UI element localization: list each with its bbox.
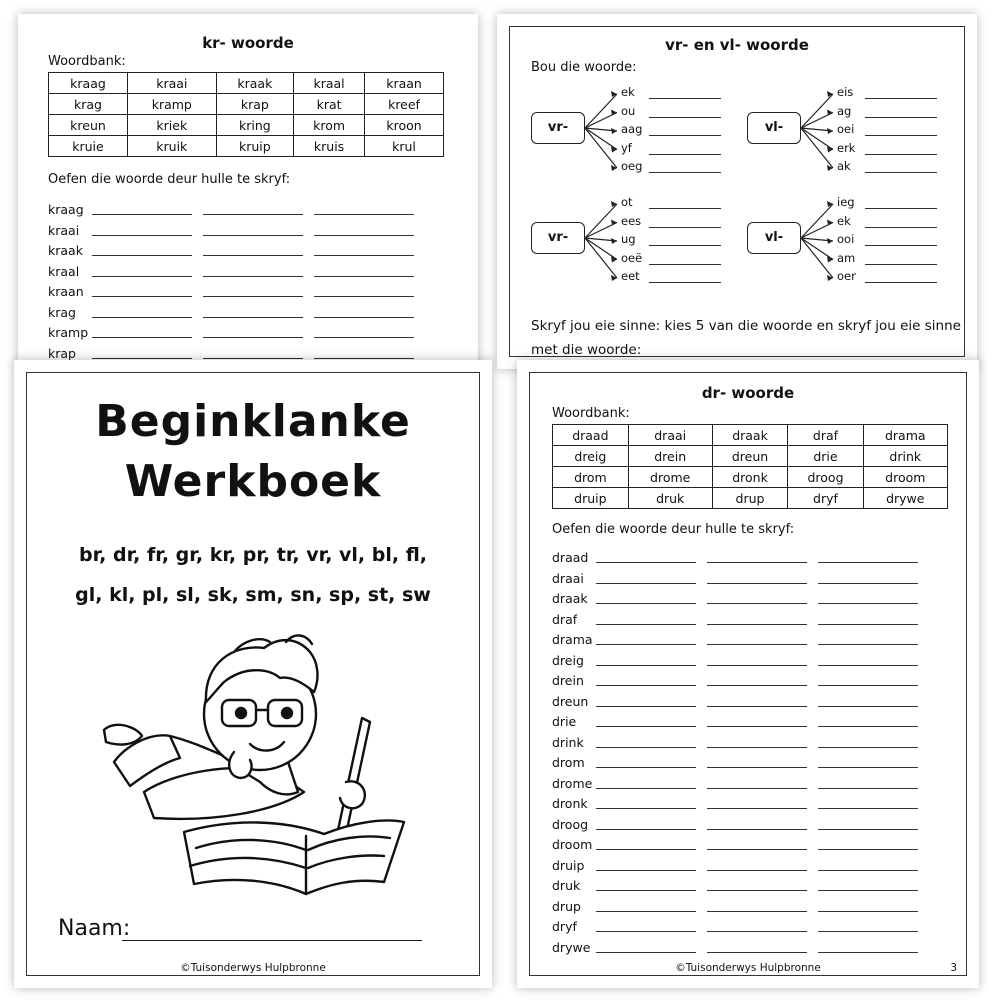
suffix-label: ou bbox=[621, 103, 636, 118]
word-bank-cell: droom bbox=[863, 467, 947, 488]
writing-line[interactable] bbox=[92, 317, 192, 318]
answer-line[interactable] bbox=[649, 98, 721, 99]
writing-line[interactable] bbox=[314, 214, 414, 215]
writing-line[interactable] bbox=[203, 214, 303, 215]
word-bank-table bbox=[48, 72, 444, 157]
writing-line[interactable] bbox=[707, 665, 807, 666]
writing-line[interactable] bbox=[818, 911, 918, 912]
word-bank-cell: drink bbox=[863, 446, 947, 467]
writing-line[interactable] bbox=[203, 235, 303, 236]
writing-line[interactable] bbox=[818, 849, 918, 850]
word-bank-cell: kruis bbox=[294, 136, 365, 157]
practice-row bbox=[552, 895, 932, 915]
practice-row bbox=[552, 874, 932, 894]
word-bank-cell: druip bbox=[553, 488, 629, 509]
writing-line[interactable] bbox=[596, 870, 696, 871]
writing-line[interactable] bbox=[92, 214, 192, 215]
writing-line[interactable] bbox=[203, 255, 303, 256]
suffix-label: ak bbox=[837, 159, 851, 173]
writing-line[interactable] bbox=[707, 788, 807, 789]
practice-word: drama bbox=[552, 632, 593, 647]
practice-row bbox=[552, 833, 932, 853]
cover-subtitle-line1: br, dr, fr, gr, kr, pr, tr, vr, vl, bl, fl, bbox=[78, 544, 428, 566]
practice-word: kraag bbox=[48, 202, 84, 217]
writing-line[interactable] bbox=[314, 276, 414, 277]
writing-line[interactable] bbox=[596, 603, 696, 604]
practice-word: kraai bbox=[48, 222, 80, 238]
writing-line[interactable] bbox=[92, 255, 192, 256]
writing-line[interactable] bbox=[707, 767, 807, 768]
arrow-head bbox=[611, 201, 617, 207]
writing-line[interactable] bbox=[818, 726, 918, 727]
dr-worksheet-page bbox=[517, 360, 979, 988]
writing-line[interactable] bbox=[818, 931, 918, 932]
writing-line[interactable] bbox=[596, 685, 696, 686]
suffix-label: ees bbox=[621, 213, 642, 228]
answer-line[interactable] bbox=[649, 135, 721, 136]
answer-line[interactable] bbox=[865, 135, 937, 136]
arrow-head bbox=[611, 238, 617, 244]
page-number: 3 bbox=[950, 962, 957, 974]
footer-credit: ©Tuisonderwys Hulpbronne bbox=[180, 962, 326, 974]
word-builder-diagram bbox=[747, 86, 947, 182]
kr-worksheet-page bbox=[18, 14, 478, 369]
practice-row bbox=[552, 936, 932, 956]
answer-line[interactable] bbox=[865, 172, 937, 173]
writing-line[interactable] bbox=[92, 358, 192, 359]
word-bank-cell: drywe bbox=[863, 488, 947, 509]
practice-row bbox=[552, 751, 932, 771]
practice-word: drup bbox=[552, 898, 581, 914]
footer-credit: ©Tuisonderwys Hulpbronne bbox=[675, 962, 821, 974]
writing-line[interactable] bbox=[596, 747, 696, 748]
answer-line[interactable] bbox=[865, 154, 937, 155]
arrow-head bbox=[827, 128, 833, 134]
writing-line[interactable] bbox=[314, 358, 414, 359]
word-bank-cell: drome bbox=[628, 467, 712, 488]
practice-word: droom bbox=[552, 837, 593, 852]
practice-lines bbox=[552, 546, 932, 956]
writing-line[interactable] bbox=[596, 562, 696, 563]
prefix-box: vl- bbox=[747, 222, 801, 254]
practice-word: kraal bbox=[48, 263, 80, 279]
practice-row bbox=[48, 321, 428, 341]
writing-line[interactable] bbox=[818, 706, 918, 707]
cover-title-line1: Beginklanke bbox=[95, 396, 411, 447]
answer-line[interactable] bbox=[865, 282, 937, 283]
answer-line[interactable] bbox=[649, 282, 721, 283]
writing-line[interactable] bbox=[596, 931, 696, 932]
word-bank-row bbox=[553, 488, 948, 509]
practice-row bbox=[552, 669, 932, 689]
suffix-label: yf bbox=[621, 140, 632, 155]
writing-line[interactable] bbox=[707, 603, 807, 604]
practice-word: druk bbox=[552, 878, 581, 893]
suffix-label: erk bbox=[837, 140, 856, 155]
practice-row bbox=[552, 608, 932, 628]
word-bank-cell: dreun bbox=[712, 446, 788, 467]
word-bank-cell: kraak bbox=[216, 73, 293, 94]
writing-line[interactable] bbox=[707, 952, 807, 953]
practice-word: drie bbox=[552, 714, 577, 729]
word-bank-cell: kreef bbox=[365, 94, 444, 115]
writing-line[interactable] bbox=[818, 890, 918, 891]
word-bank-cell: dronk bbox=[712, 467, 788, 488]
boy-reading-book-illustration bbox=[84, 622, 424, 902]
practice-row bbox=[48, 198, 428, 218]
practice-word: dreun bbox=[552, 693, 589, 709]
arrow-head bbox=[827, 91, 833, 97]
writing-line[interactable] bbox=[707, 706, 807, 707]
writing-line[interactable] bbox=[707, 849, 807, 850]
word-bank-row bbox=[49, 73, 444, 94]
vr-vl-worksheet-page bbox=[497, 14, 977, 369]
suffix-label: oei bbox=[837, 122, 855, 136]
word-bank-cell: droog bbox=[788, 467, 863, 488]
arrow-head bbox=[611, 165, 617, 171]
writing-line[interactable] bbox=[707, 583, 807, 584]
writing-line[interactable] bbox=[596, 890, 696, 891]
word-bank-cell: krag bbox=[49, 94, 128, 115]
suffix-label: ieg bbox=[837, 195, 855, 209]
writing-line[interactable] bbox=[596, 665, 696, 666]
writing-line[interactable] bbox=[818, 829, 918, 830]
writing-line[interactable] bbox=[707, 624, 807, 625]
practice-row bbox=[552, 628, 932, 648]
practice-lines bbox=[48, 198, 428, 368]
suffix-label: ek bbox=[837, 213, 851, 228]
practice-row bbox=[552, 567, 932, 587]
writing-line[interactable] bbox=[707, 890, 807, 891]
writing-line[interactable] bbox=[818, 603, 918, 604]
word-bank-cell: drie bbox=[788, 446, 863, 467]
writing-line[interactable] bbox=[707, 911, 807, 912]
practice-row bbox=[552, 792, 932, 812]
practice-row bbox=[552, 731, 932, 751]
word-bank-cell: draai bbox=[628, 425, 712, 446]
writing-line[interactable] bbox=[314, 317, 414, 318]
writing-line[interactable] bbox=[596, 624, 696, 625]
word-bank-row bbox=[49, 136, 444, 157]
writing-line[interactable] bbox=[596, 706, 696, 707]
suffix-label: oeë bbox=[621, 250, 643, 265]
practice-word: druip bbox=[552, 857, 585, 873]
practice-row bbox=[552, 649, 932, 669]
practice-word: kramp bbox=[48, 325, 89, 340]
suffix-label: oer bbox=[837, 269, 856, 283]
word-bank-cell: kramp bbox=[127, 94, 216, 115]
writing-line[interactable] bbox=[818, 788, 918, 789]
writing-line[interactable] bbox=[92, 235, 192, 236]
writing-line[interactable] bbox=[314, 255, 414, 256]
writing-line[interactable] bbox=[596, 808, 696, 809]
practice-row bbox=[552, 854, 932, 874]
writing-line[interactable] bbox=[818, 624, 918, 625]
word-bank-table bbox=[552, 424, 948, 509]
arrow-head bbox=[827, 238, 833, 244]
practice-word: drywe bbox=[552, 939, 591, 955]
answer-line[interactable] bbox=[649, 245, 721, 246]
writing-line[interactable] bbox=[596, 911, 696, 912]
practice-instruction: Oefen die woorde deur hulle te skryf: bbox=[552, 522, 795, 537]
arrow-head bbox=[611, 128, 617, 134]
answer-line[interactable] bbox=[865, 264, 937, 265]
practice-word: drein bbox=[552, 673, 584, 688]
writing-line[interactable] bbox=[596, 644, 696, 645]
practice-row bbox=[48, 280, 428, 300]
writing-line[interactable] bbox=[92, 337, 192, 338]
practice-word: dreig bbox=[552, 652, 584, 668]
practice-row bbox=[48, 219, 428, 239]
arrow-head bbox=[827, 165, 833, 171]
prefix-box: vr- bbox=[531, 222, 585, 254]
build-instruction: Bou die woorde: bbox=[531, 60, 637, 75]
practice-row bbox=[48, 260, 428, 280]
word-bank-row bbox=[49, 94, 444, 115]
woordbank-label: Woordbank: bbox=[48, 54, 126, 69]
practice-row bbox=[552, 813, 932, 833]
answer-line[interactable] bbox=[649, 264, 721, 265]
writing-line[interactable] bbox=[203, 317, 303, 318]
page-title: vr- en vl- woorde bbox=[665, 36, 809, 54]
arrow-head bbox=[827, 275, 833, 281]
cover-page bbox=[14, 360, 492, 988]
answer-line[interactable] bbox=[649, 117, 721, 118]
word-bank-cell: dreig bbox=[553, 446, 629, 467]
suffix-label: eis bbox=[837, 85, 854, 99]
writing-line[interactable] bbox=[203, 276, 303, 277]
writing-line[interactable] bbox=[596, 952, 696, 953]
practice-row bbox=[48, 342, 428, 362]
writing-line[interactable] bbox=[818, 562, 918, 563]
answer-line[interactable] bbox=[649, 227, 721, 228]
word-bank-cell: kruip bbox=[216, 136, 293, 157]
practice-word: drom bbox=[552, 755, 585, 770]
word-bank-cell: kruik bbox=[127, 136, 216, 157]
word-bank-cell: draf bbox=[788, 425, 863, 446]
practice-row bbox=[552, 772, 932, 792]
word-bank-row bbox=[553, 425, 948, 446]
name-write-line[interactable] bbox=[122, 940, 422, 941]
writing-line[interactable] bbox=[818, 747, 918, 748]
word-bank-cell: krat bbox=[294, 94, 365, 115]
writing-line[interactable] bbox=[818, 952, 918, 953]
writing-line[interactable] bbox=[818, 767, 918, 768]
practice-word: droog bbox=[552, 816, 589, 832]
answer-line[interactable] bbox=[865, 98, 937, 99]
practice-word: draf bbox=[552, 611, 578, 627]
word-bank-cell: kreun bbox=[49, 115, 128, 136]
writing-line[interactable] bbox=[596, 829, 696, 830]
writing-line[interactable] bbox=[596, 583, 696, 584]
page-title: kr- woorde bbox=[202, 34, 294, 52]
word-bank-cell: krul bbox=[365, 136, 444, 157]
word-bank-cell: drama bbox=[863, 425, 947, 446]
writing-line[interactable] bbox=[818, 808, 918, 809]
word-bank-cell: kring bbox=[216, 115, 293, 136]
answer-line[interactable] bbox=[649, 172, 721, 173]
practice-word: drink bbox=[552, 734, 584, 750]
writing-line[interactable] bbox=[203, 296, 303, 297]
practice-word: krag bbox=[48, 304, 76, 320]
writing-line[interactable] bbox=[707, 747, 807, 748]
word-bank-cell: drup bbox=[712, 488, 788, 509]
practice-row bbox=[552, 690, 932, 710]
word-builder-diagram bbox=[747, 196, 947, 292]
prefix-box: vr- bbox=[531, 112, 585, 144]
answer-line[interactable] bbox=[649, 154, 721, 155]
practice-word: draad bbox=[552, 550, 589, 565]
suffix-label: ot bbox=[621, 195, 633, 209]
practice-word: kraak bbox=[48, 243, 83, 258]
practice-row bbox=[552, 915, 932, 935]
suffix-label: oeg bbox=[621, 159, 643, 173]
writing-line[interactable] bbox=[314, 235, 414, 236]
sentence-instruction: Skryf jou eie sinne: kies 5 van die woorde en skryf jou eie sinne bbox=[531, 318, 961, 334]
writing-line[interactable] bbox=[707, 870, 807, 871]
word-bank-cell: krom bbox=[294, 115, 365, 136]
arrow-head bbox=[611, 275, 617, 281]
page-border bbox=[509, 26, 965, 357]
suffix-label: aag bbox=[621, 122, 643, 136]
writing-line[interactable] bbox=[818, 685, 918, 686]
woordbank-label: Woordbank: bbox=[552, 406, 630, 421]
writing-line[interactable] bbox=[314, 337, 414, 338]
writing-line[interactable] bbox=[314, 296, 414, 297]
suffix-label: ooi bbox=[837, 232, 855, 246]
word-bank-cell: kraan bbox=[365, 73, 444, 94]
writing-line[interactable] bbox=[707, 931, 807, 932]
cover-subtitle-line2: gl, kl, pl, sl, sk, sm, sn, sp, st, sw bbox=[75, 584, 431, 606]
practice-word: dronk bbox=[552, 796, 588, 811]
answer-line[interactable] bbox=[865, 208, 937, 209]
suffix-label: am bbox=[837, 250, 856, 265]
practice-word: draai bbox=[552, 570, 584, 586]
writing-line[interactable] bbox=[707, 562, 807, 563]
practice-row bbox=[552, 710, 932, 730]
writing-line[interactable] bbox=[596, 726, 696, 727]
writing-line[interactable] bbox=[707, 685, 807, 686]
suffix-label: ek bbox=[621, 85, 635, 99]
practice-word: draak bbox=[552, 591, 588, 606]
writing-line[interactable] bbox=[596, 788, 696, 789]
prefix-box: vl- bbox=[747, 112, 801, 144]
writing-line[interactable] bbox=[203, 337, 303, 338]
word-bank-cell: druk bbox=[628, 488, 712, 509]
writing-line[interactable] bbox=[203, 358, 303, 359]
practice-instruction: Oefen die woorde deur hulle te skryf: bbox=[48, 172, 291, 187]
answer-line[interactable] bbox=[865, 227, 937, 228]
writing-line[interactable] bbox=[707, 726, 807, 727]
cover-title-line2: Werkboek bbox=[124, 456, 382, 507]
word-builder-diagram bbox=[531, 86, 731, 182]
writing-line[interactable] bbox=[818, 870, 918, 871]
writing-line[interactable] bbox=[818, 665, 918, 666]
practice-row bbox=[48, 239, 428, 259]
word-bank-cell: kroon bbox=[365, 115, 444, 136]
word-builder-diagram bbox=[531, 196, 731, 292]
word-bank-cell: kruie bbox=[49, 136, 128, 157]
word-bank-cell: kraal bbox=[294, 73, 365, 94]
practice-word: krap bbox=[48, 345, 76, 361]
page-title: dr- woorde bbox=[701, 384, 795, 402]
word-bank-row bbox=[553, 467, 948, 488]
writing-line[interactable] bbox=[707, 644, 807, 645]
practice-word: dryf bbox=[552, 919, 577, 934]
writing-line[interactable] bbox=[818, 583, 918, 584]
suffix-label: ag bbox=[837, 103, 852, 118]
writing-line[interactable] bbox=[707, 829, 807, 830]
writing-line[interactable] bbox=[818, 644, 918, 645]
word-bank-cell: draad bbox=[553, 425, 629, 446]
writing-line[interactable] bbox=[92, 276, 192, 277]
practice-word: drome bbox=[552, 775, 593, 791]
answer-line[interactable] bbox=[649, 208, 721, 209]
answer-line[interactable] bbox=[865, 117, 937, 118]
writing-line[interactable] bbox=[92, 296, 192, 297]
word-bank-cell: drein bbox=[628, 446, 712, 467]
word-bank-cell: draak bbox=[712, 425, 788, 446]
word-bank-row bbox=[553, 446, 948, 467]
word-bank-row bbox=[49, 115, 444, 136]
word-bank-cell: kraag bbox=[49, 73, 128, 94]
writing-line[interactable] bbox=[707, 808, 807, 809]
arrow-head bbox=[827, 201, 833, 207]
name-label: Naam: bbox=[58, 916, 131, 941]
practice-row bbox=[552, 546, 932, 566]
arrow-head bbox=[611, 91, 617, 97]
word-bank-cell: krap bbox=[216, 94, 293, 115]
writing-line[interactable] bbox=[596, 849, 696, 850]
practice-word: kraan bbox=[48, 284, 84, 299]
suffix-label: ug bbox=[621, 232, 636, 246]
word-bank-cell: kraai bbox=[127, 73, 216, 94]
answer-line[interactable] bbox=[865, 245, 937, 246]
word-bank-cell: kriek bbox=[127, 115, 216, 136]
word-bank-cell: dryf bbox=[788, 488, 863, 509]
practice-row bbox=[552, 587, 932, 607]
writing-line[interactable] bbox=[596, 767, 696, 768]
sentence-instruction-cont: met die woorde: bbox=[531, 342, 642, 358]
practice-row bbox=[48, 301, 428, 321]
word-bank-cell: drom bbox=[553, 467, 629, 488]
suffix-label: eet bbox=[621, 269, 640, 283]
